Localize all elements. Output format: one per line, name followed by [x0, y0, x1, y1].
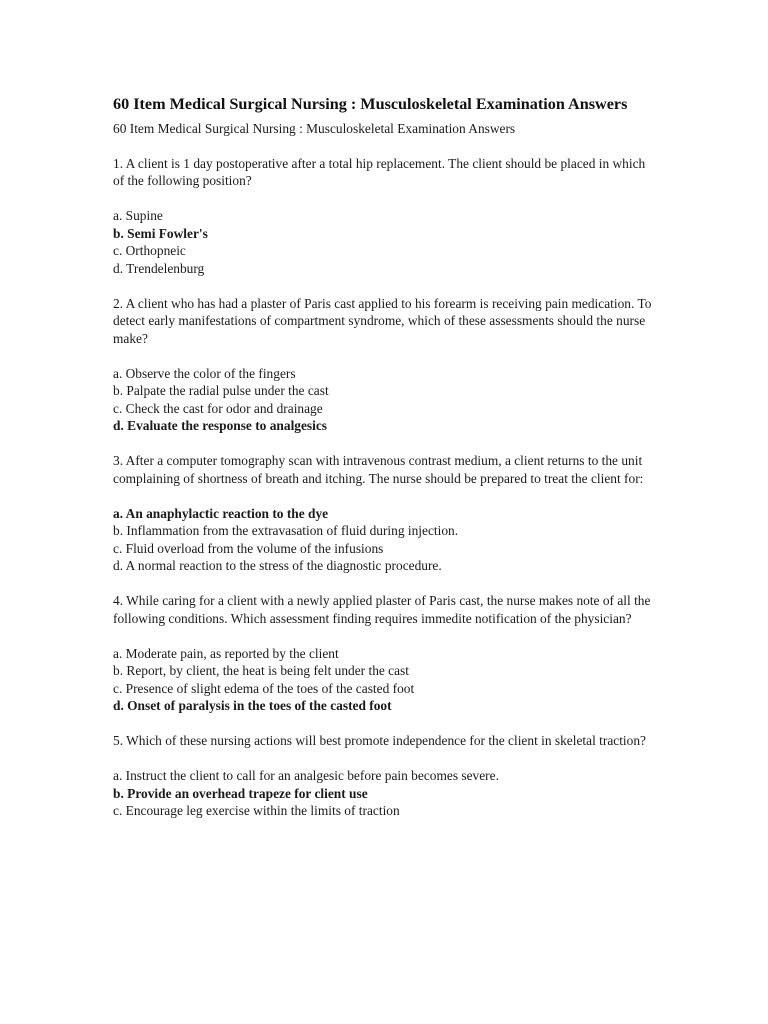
answer-option: b. Inflammation from the extravasation of fluid during injection.	[113, 523, 459, 538]
question-block	[113, 295, 658, 435]
document-page	[113, 94, 658, 837]
answer-option: c. Fluid overload from the volume of the infusions	[113, 540, 384, 556]
answer-option: d. A normal reaction to the stress of the diagnostic procedure.	[113, 558, 442, 573]
answer-option: a. Moderate pain, as reported by the client	[113, 645, 339, 661]
document-subtitle: 60 Item Medical Surgical Nursing : Musculoskeletal Examination Answers	[113, 121, 516, 136]
answer-option-correct: d. Onset of paralysis in the toes of the casted foot	[113, 698, 392, 713]
answer-option: c. Orthopneic	[113, 243, 186, 258]
answer-option: a. Observe the color of the fingers	[113, 365, 296, 381]
question-block	[113, 155, 658, 278]
answer-option: c. Encourage leg exercise within the limits of traction	[113, 803, 400, 818]
question-list	[113, 155, 658, 820]
answer-option: a. Supine	[113, 208, 163, 223]
answer-option: a. Instruct the client to call for an analgesic before pain becomes severe.	[113, 768, 499, 783]
answer-option-correct: b. Semi Fowler's	[113, 225, 208, 241]
answer-option-correct: d. Evaluate the response to analgesics	[113, 418, 328, 433]
question-stem: 3. After a computer tomography scan with intravenous contrast medium, a client returns to the unit complaining of shortness of breath and itching. The nurse should be prepared to treat the client for:	[113, 453, 644, 486]
answer-option: b. Palpate the radial pulse under the cast	[113, 383, 329, 398]
answer-option: b. Report, by client, the heat is being felt under the cast	[113, 663, 409, 678]
question-block	[113, 732, 658, 820]
document-title: 60 Item Medical Surgical Nursing : Musculoskeletal Examination Answers	[113, 95, 628, 113]
answer-option: c. Presence of slight edema of the toes of the casted foot	[113, 680, 415, 696]
question-stem: 1. A client is 1 day postoperative after a total hip replacement. The client should be placed in which of the following position?	[113, 155, 646, 188]
question-block	[113, 592, 658, 715]
answer-option-correct: b. Provide an overhead trapeze for client use	[113, 785, 368, 801]
question-stem: 2. A client who has had a plaster of Paris cast applied to his forearm is receiving pain medication. To detect early manifestations of compartment syndrome, which of these assessments should the nurse make?	[113, 295, 652, 346]
question-block	[113, 452, 658, 575]
question-stem: 4. While caring for a client with a newly applied plaster of Paris cast, the nurse makes note of all the following conditions. Which assessment finding requires immedite notification of the physician?	[113, 593, 651, 626]
question-stem: 5. Which of these nursing actions will best promote independence for the client in skeletal traction?	[113, 733, 646, 748]
answer-option: c. Check the cast for odor and drainage	[113, 400, 323, 416]
answer-option: d. Trendelenburg	[113, 260, 205, 276]
answer-option-correct: a. An anaphylactic reaction to the dye	[113, 505, 329, 521]
